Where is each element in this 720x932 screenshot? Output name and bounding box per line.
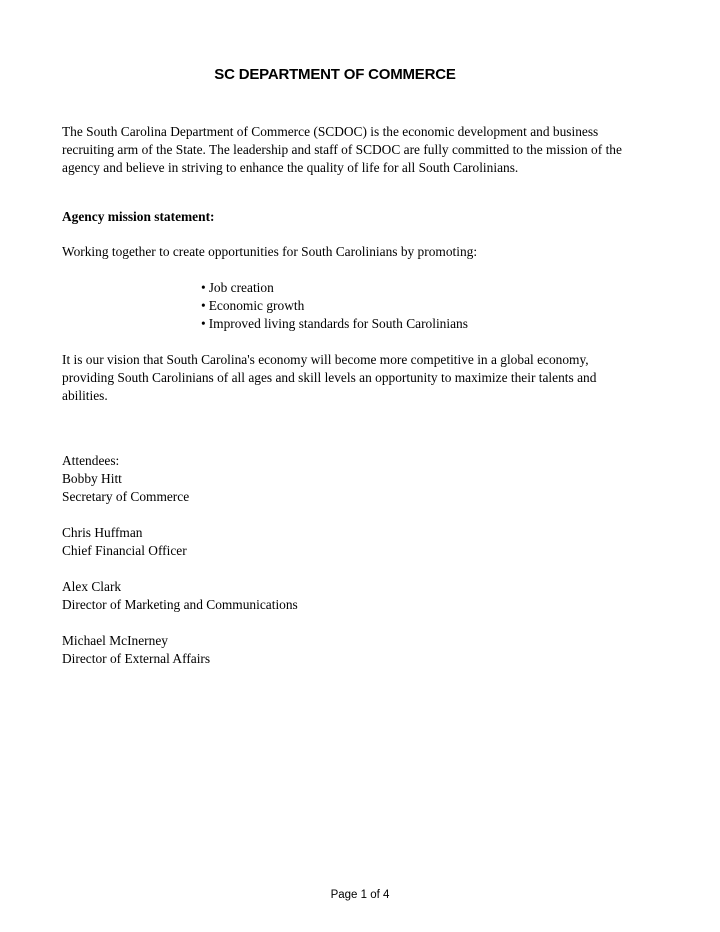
bullet-item [201, 279, 468, 297]
attendee-entry [62, 470, 189, 506]
attendee-name: Chris Huffman [62, 525, 143, 540]
bullet-text: Economic growth [208, 298, 305, 313]
attendees-label: Attendees: [62, 453, 120, 468]
attendee-entry [62, 632, 210, 668]
attendee-role: Secretary of Commerce [62, 489, 190, 504]
attendee-name: Michael McInerney [62, 633, 168, 648]
attendee-entry [62, 524, 187, 560]
vision-paragraph: It is our vision that South Carolina's economy will become more competitive in a global economy, providing South Carolinians of all ages and skill levels an opportunity to maximize their talents and abilities. [62, 352, 597, 403]
page-title: SC DEPARTMENT OF COMMERCE [214, 66, 456, 83]
attendee-name: Alex Clark [62, 579, 122, 594]
mission-lead: Working together to create opportunities for South Carolinians by promoting: [62, 244, 478, 259]
bullet-icon: • [201, 280, 206, 295]
mission-bullet-list [201, 279, 468, 333]
bullet-text: Job creation [208, 280, 274, 295]
bullet-item [201, 297, 468, 315]
bullet-text: Improved living standards for South Carolinians [208, 316, 468, 331]
mission-heading: Agency mission statement: [62, 209, 215, 224]
bullet-icon: • [201, 298, 206, 313]
attendee-role: Chief Financial Officer [62, 543, 187, 558]
attendee-role: Director of External Affairs [62, 651, 211, 666]
attendee-name: Bobby Hitt [62, 471, 122, 486]
page-number-footer: Page 1 of 4 [330, 889, 390, 901]
bullet-icon: • [201, 316, 206, 331]
attendee-entry [62, 578, 298, 614]
intro-paragraph: The South Carolina Department of Commerce (SCDOC) is the economic development and business recruiting arm of the State. The leadership and staff of SCDOC are fully committed to the mission of the agency and believe in striving to enhance the quality of life for all South Carolinians. [62, 124, 622, 175]
bullet-item [201, 315, 468, 333]
attendee-role: Director of Marketing and Communications [62, 597, 298, 612]
